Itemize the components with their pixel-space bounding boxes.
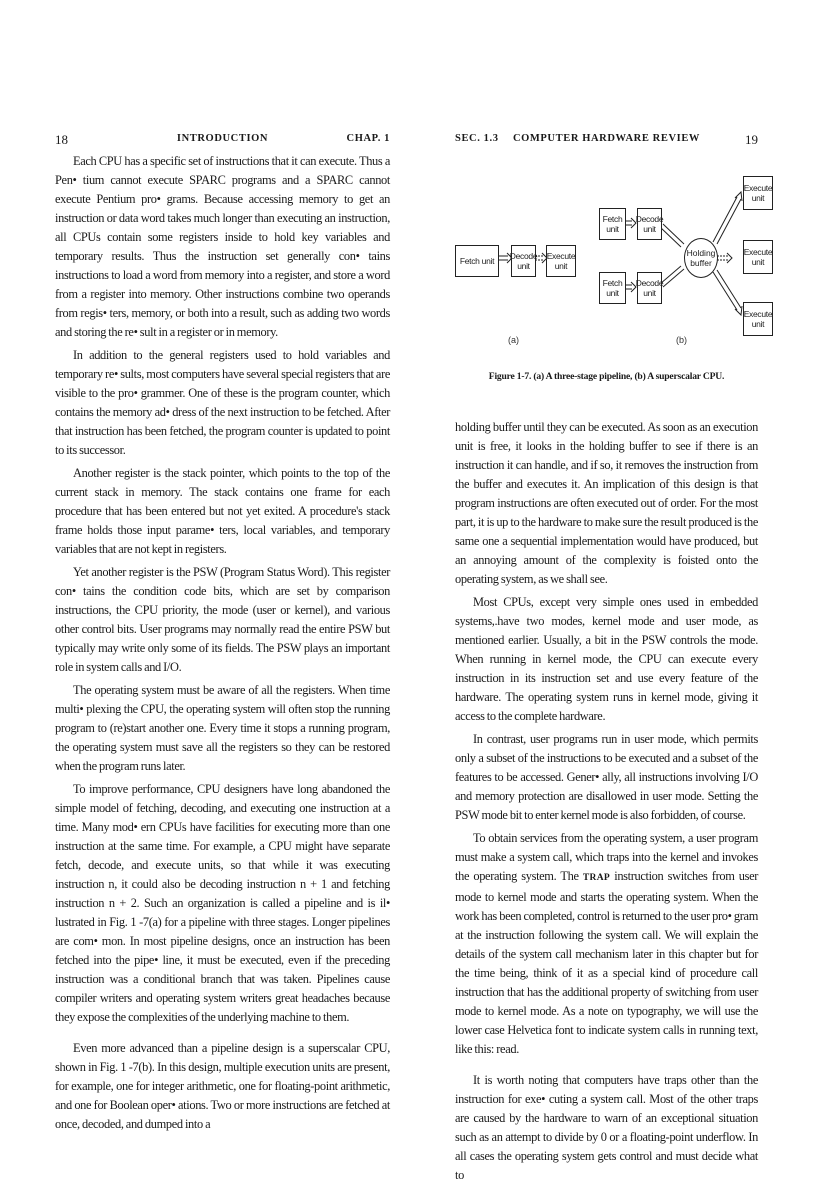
left-page-header bbox=[55, 132, 390, 148]
figure-caption: Figure 1-7. (a) A three-stage pipeline, (b) A superscalar CPU. bbox=[488, 371, 725, 382]
page-number: 19 bbox=[745, 132, 758, 147]
execute-unit-1: Execute unit bbox=[743, 176, 773, 210]
execute-unit-3: Execute unit bbox=[743, 302, 773, 336]
paragraph: Most CPUs, except very simple ones used in embedded systems,.have two modes, kernel mode and user mode, as mentioned earlier. Usually, a bit in the PSW controls the mode. When running in kernel mode, the CPU can execute every instruction in its instruction set and use every feature of the hardware. The operating system runs in kernel mode, giving it access to the complete hardware. bbox=[455, 595, 758, 723]
paragraph: Even more advanced than a pipeline design is a superscalar CPU, shown in Fig. 1 -7(b). In this design, multiple execution units are present, for example, one for integer arithmetic, one for floating-point arithmetic, and one for Boolean oper• ations. Two or more instructions are fetched at once, decoded, and dumped into a bbox=[55, 1041, 390, 1131]
fetch-unit-1: Fetch unit bbox=[599, 208, 626, 240]
paragraph: Each CPU has a specific set of instructions that it can execute. Thus a Pen• tium cannot execute SPARC programs and a SPARC cannot execute Pentium pro• grams. Because accessing memory to get an instruction or data word takes much longer than executing an instruction, all CPUs contain some registers inside to hold key variables and temporary results. Thus the instruction set generally con• tains instructions to load a word from memory into a register, and store a word from a register into memory. Other instructions combine two operands from regis• ters, memory, or both into a result, such as adding two words and storing the re• sult in a register or in memory. bbox=[55, 154, 390, 339]
fetch-unit-2: Fetch unit bbox=[599, 272, 626, 304]
execute-unit: Execute unit bbox=[546, 245, 576, 277]
paragraph: Yet another register is the PSW (Program Status Word). This register con• tains the condition code bits, which are set by comparison instructions, the CPU priority, the mode (user or kernel), and various other control bits. User programs may normally read the entire PSW but typically may write only some of its fields. The PSW plays an important role in system calls and I/O. bbox=[55, 565, 390, 674]
running-head: INTRODUCTION bbox=[176, 133, 269, 144]
page-number: 18 bbox=[55, 132, 68, 147]
paragraph-trap bbox=[455, 829, 758, 1059]
decode-unit-2: Decode unit bbox=[637, 272, 662, 304]
chapter-label: CHAP. 1 bbox=[346, 133, 390, 144]
execute-unit-2: Execute unit bbox=[743, 240, 773, 274]
right-page-body bbox=[455, 418, 758, 1189]
paragraph: The operating system must be aware of all the registers. When time multi• plexing the CPU, the operating system will often stop the running program to (re)start another one. Every time it stops a running program, the operating system must save all the registers so they can be restored when the program runs later. bbox=[55, 683, 390, 773]
holding-buffer: Holding buffer bbox=[684, 238, 718, 278]
paragraph: In addition to the general registers used to hold variables and temporary re• sults, most computers have several special registers that are visible to the pro• grammer. One of these is the program counter, which contains the memory ad• dress of the next instruction to be fetched. After that instruction has been fetched, the program counter is updated to point to its successor. bbox=[55, 348, 390, 457]
subfigure-label-a: (a) bbox=[508, 335, 519, 345]
right-page-header bbox=[455, 132, 758, 148]
section-label: SEC. 1.3 bbox=[455, 133, 499, 144]
paragraph: It is worth noting that computers have traps other than the instruction for exe• cuting a system call. Most of the other traps are caused by the hardware to warn of an exceptional situation such as an attempt to divide by 0 or a floating-point underflow. In all cases the operating system gets control and must decide what to bbox=[455, 1073, 758, 1182]
figure-arrows bbox=[455, 172, 765, 352]
paragraph-text: To obtain services from the operating system, a user program must make a system call, which traps into the kernel and invokes the operating system. The bbox=[455, 831, 758, 883]
paragraph: Another register is the stack pointer, which points to the top of the current stack in memory. The stack contains one frame for each procedure that has been entered but not yet exited. A procedure's stack frame holds those input parame• ters, local variables, and temporary variables that are not kept in registers. bbox=[55, 466, 390, 556]
paragraph: To improve performance, CPU designers have long abandoned the simple model of fetching, decoding, and executing one instruction at a time. Many mod• ern CPUs have facilities for executing more than one instruction at the same time. For example, a CPU might have separate fetch, decode, and execute units, so that while it was executing instruction n, it could also be decoding instruction n + 1 and fetching instruction n + 2. Such an organization is called a pipeline and is il• lustrated in Fig. 1 -7(a) for a pipeline with three stages. Longer pipelines are com• mon. In most pipeline designs, once an instruction has been fetched into the pipe• line, it must be executed, even if the preceding instruction was a conditional branch that was taken. Pipelines cause compiler writers and operating system writers great headaches because they expose the complexities of the underlying machine to them. bbox=[55, 782, 390, 1024]
paragraph: In contrast, user programs run in user mode, which permits only a subset of the instructions to be executed and a subset of the features to be accessed. Gener• ally, all instructions involving I/O and memory protection are disallowed in user mode. Setting the PSW mode bit to enter kernel mode is also forbidden, of course. bbox=[455, 732, 758, 822]
figure-1-7 bbox=[455, 172, 773, 352]
running-head: COMPUTER HARDWARE REVIEW bbox=[512, 133, 701, 144]
paragraph: holding buffer until they can be executed. As soon as an execution unit is free, it looks in the holding buffer to see if there is an instruction it can handle, and if so, it removes the instruction from the buffer and executes it. An implication of this design is that program instructions are often executed out of order. For the most part, it is up to the hardware to make sure the result produced is the same one a sequential implementation would have produced, but an annoying amount of the complexity is foisted onto the operating system, as we shall see. bbox=[455, 420, 758, 586]
decode-unit-label: Decode unit bbox=[511, 245, 536, 277]
subfigure-label-b: (b) bbox=[676, 335, 687, 345]
fetch-unit: Fetch unit bbox=[455, 245, 499, 277]
trap-instruction: TRAP bbox=[582, 873, 610, 883]
decode-unit-1: Decode unit bbox=[637, 208, 662, 240]
paragraph-text: instruction switches from user mode to kernel mode and starts the operating system. When the work has been completed, control is returned to the user pro• gram at the instruction following the system call. We will explain the details of the system call mechanism later in this chapter but for the time being, think of it as a special kind of procedure call instruction that has the additional property of switching from user mode to kernel mode. As a note on typography, we will use the lower case Helvetica font to indicate system calls in running text, like this: read. bbox=[455, 869, 758, 1056]
left-page-body bbox=[55, 152, 390, 1138]
